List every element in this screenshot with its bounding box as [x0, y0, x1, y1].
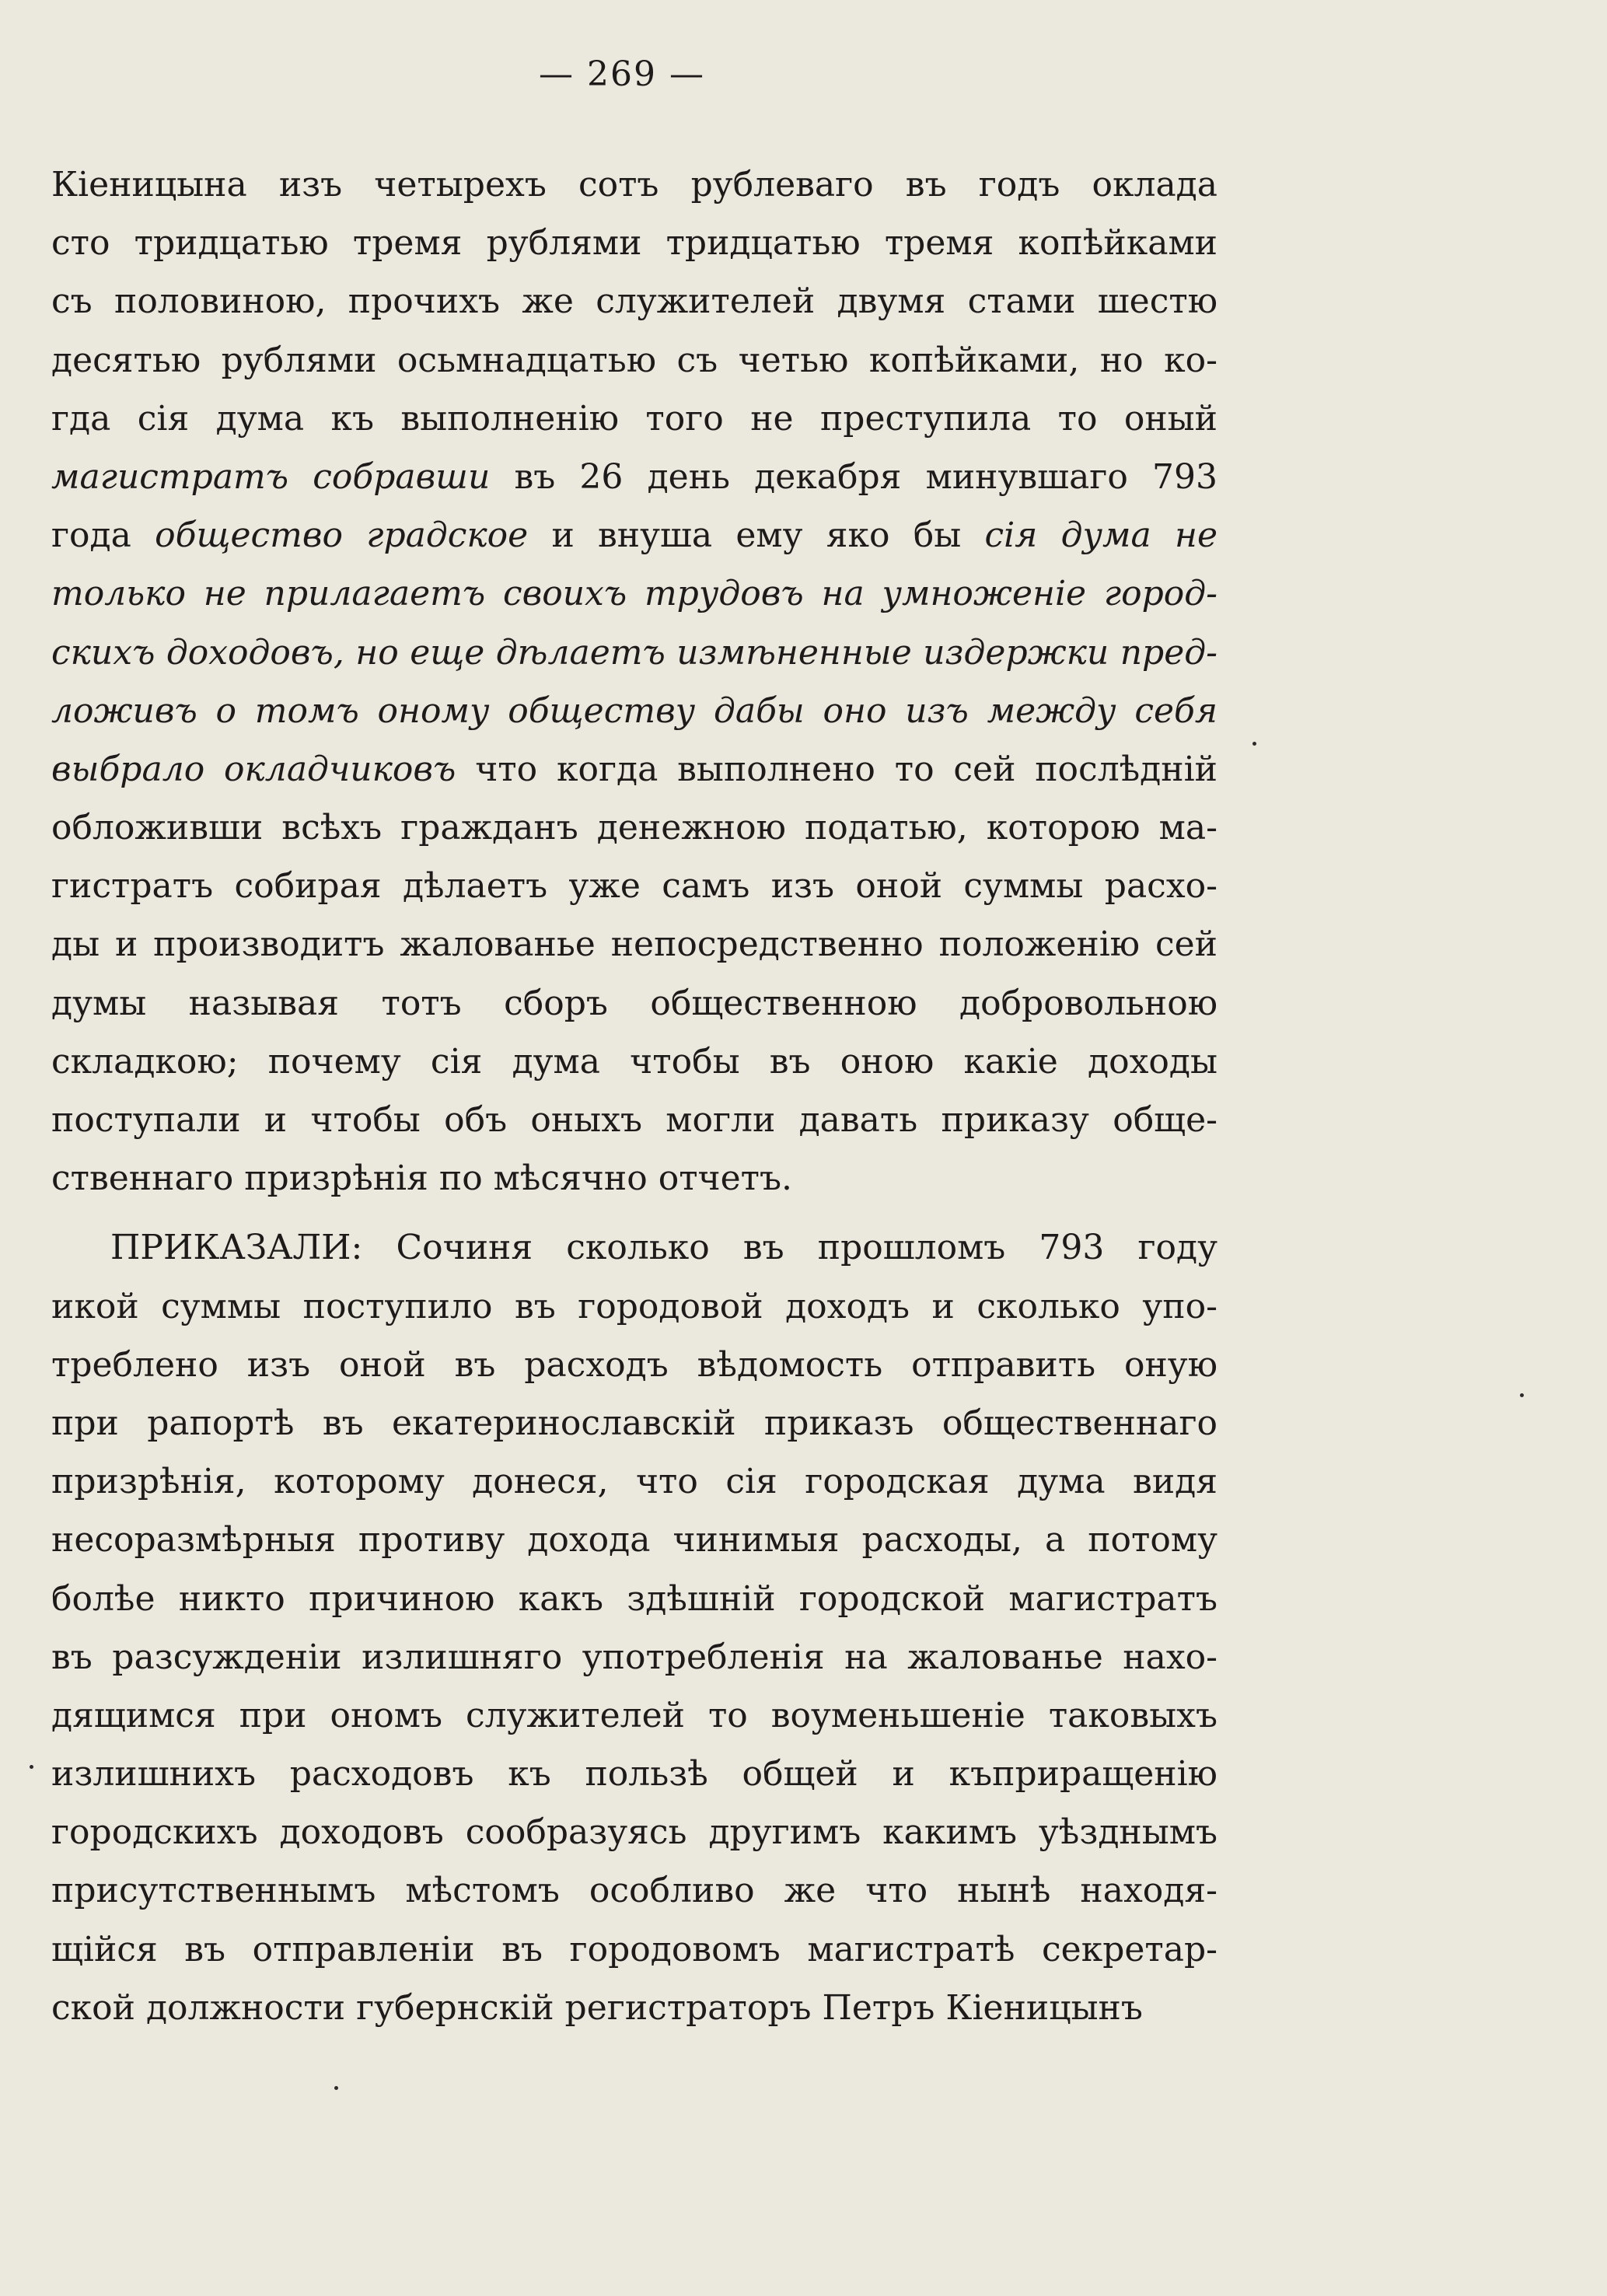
speck-mark [334, 2086, 338, 2090]
text-line [51, 682, 1217, 740]
speck-mark [30, 1765, 33, 1769]
text-segment: обложивши всѣхъ гражданъ денежною податью, которою ма- [51, 808, 1217, 848]
text-segment: сто тридцатью тремя рублями тридцатью тремя копѣйками [51, 223, 1217, 264]
text-segment: дящимся при ономъ служителей то воуменьшеніе таковыхъ [51, 1695, 1217, 1735]
text-segment: гистратъ собирая дѣлаетъ уже самъ изъ оной суммы расхо- [51, 866, 1217, 907]
body-text [51, 156, 1217, 2037]
italic-text-segment: скихъ доходовъ, но еще дѣлаетъ измѣненные издержки пред- [51, 632, 1217, 673]
text-segment: призрѣнія, которому донеся, что сія городская дума видя [51, 1462, 1217, 1502]
text-segment: при рапортѣ въ екатеринославскій приказъ общественнаго [51, 1403, 1217, 1443]
text-line [51, 1149, 1217, 1207]
text-line [51, 390, 1217, 448]
italic-text-segment: сія дума не [984, 515, 1217, 556]
text-line [51, 272, 1217, 330]
text-line [51, 1570, 1217, 1628]
text-line [51, 1745, 1217, 1803]
italic-text-segment: выбрало окладчиковъ [51, 749, 456, 789]
page-number: — 269 — [539, 54, 705, 94]
text-line [51, 506, 1217, 564]
text-line [51, 214, 1217, 272]
text-segment: икой суммы поступило въ городовой доходъ и сколько упо- [51, 1286, 1217, 1326]
text-segment: щійся въ отправленіи въ городовомъ магистратѣ секретар- [51, 1929, 1217, 1969]
text-segment: ды и производитъ жалованье непосредственно положенію сей [51, 924, 1217, 965]
text-segment: болѣе никто причиною какъ здѣшній городской магистратъ [51, 1578, 1217, 1619]
text-line [51, 448, 1217, 506]
text-line [51, 1218, 1217, 1277]
text-line [51, 1803, 1217, 1861]
text-segment: несоразмѣрныя противу дохода чинимыя расходы, а потому [51, 1520, 1217, 1560]
text-line [51, 331, 1217, 390]
text-line [51, 740, 1217, 799]
text-segment: городскихъ доходовъ сообразуясь другимъ какимъ уѣзднымъ [51, 1812, 1217, 1853]
text-line [51, 1686, 1217, 1745]
speck-mark [1252, 742, 1256, 746]
text-line [51, 799, 1217, 857]
text-segment: складкою; почему сія дума чтобы въ оною какіе доходы [51, 1041, 1217, 1082]
text-line [51, 156, 1217, 214]
text-line [51, 915, 1217, 973]
italic-text-segment: общество градское [155, 515, 529, 556]
text-segment: поступали и чтобы объ оныхъ могли давать приказу обще- [51, 1100, 1217, 1140]
text-segment: присутственнымъ мѣстомъ особливо же что нынѣ находя- [51, 1871, 1217, 1911]
text-line [51, 1394, 1217, 1452]
text-segment: съ половиною, прочихъ же служителей двумя стами шестю [51, 281, 1217, 322]
text-line [51, 1628, 1217, 1686]
italic-text-segment: только не прилагаетъ своихъ трудовъ на умноженіе город- [51, 574, 1217, 614]
text-segment: десятью рублями осьмнадцатью съ четью копѣйками, но ко- [51, 340, 1217, 380]
text-segment: что когда выполнено то сей послѣдній [456, 749, 1217, 789]
text-line [51, 564, 1217, 623]
text-segment: гда сія дума къ выполненію того не преступила то оный [51, 398, 1217, 439]
text-line [51, 1511, 1217, 1569]
text-line [51, 1091, 1217, 1149]
text-segment: излишнихъ расходовъ къ пользѣ общей и къприращенію [51, 1754, 1217, 1795]
italic-text-segment: магистратъ собравши [51, 456, 491, 497]
text-line [51, 1920, 1217, 1979]
italic-text-segment: ложивъ о томъ оному обществу дабы оно изъ между себя [51, 690, 1217, 731]
text-segment: ской должности губернскій регистраторъ Петръ Кіеницынъ [51, 1987, 1143, 2028]
speck-mark [1520, 1393, 1524, 1397]
text-line [51, 1033, 1217, 1091]
text-segment: Кіеницына изъ четырехъ сотъ рублеваго въ годъ оклада [51, 165, 1217, 204]
text-segment: ственнаго призрѣнія по мѣсячно отчетъ. [51, 1158, 793, 1199]
text-line [51, 857, 1217, 915]
text-line [51, 1277, 1217, 1336]
text-line [51, 1452, 1217, 1511]
paragraph-gap [51, 1207, 1217, 1218]
text-segment: въ разсужденіи излишняго употребленія на жалованье нахо- [51, 1637, 1217, 1677]
text-segment: треблено изъ оной въ расходъ вѣдомость отправить оную [51, 1344, 1217, 1385]
text-segment: года [51, 515, 155, 556]
text-segment: ПРИКАЗАЛИ: Сочиня сколько въ прошломъ 793 году [110, 1228, 1217, 1268]
text-segment: въ 26 день декабря минувшаго 793 [490, 456, 1217, 497]
text-line [51, 1861, 1217, 1920]
text-segment: и внуша ему яко бы [528, 515, 985, 556]
text-line [51, 974, 1217, 1033]
text-line [51, 1979, 1217, 2037]
text-segment: думы называя тотъ сборъ общественною добровольною [51, 983, 1217, 1023]
text-line [51, 624, 1217, 682]
text-line [51, 1336, 1217, 1394]
